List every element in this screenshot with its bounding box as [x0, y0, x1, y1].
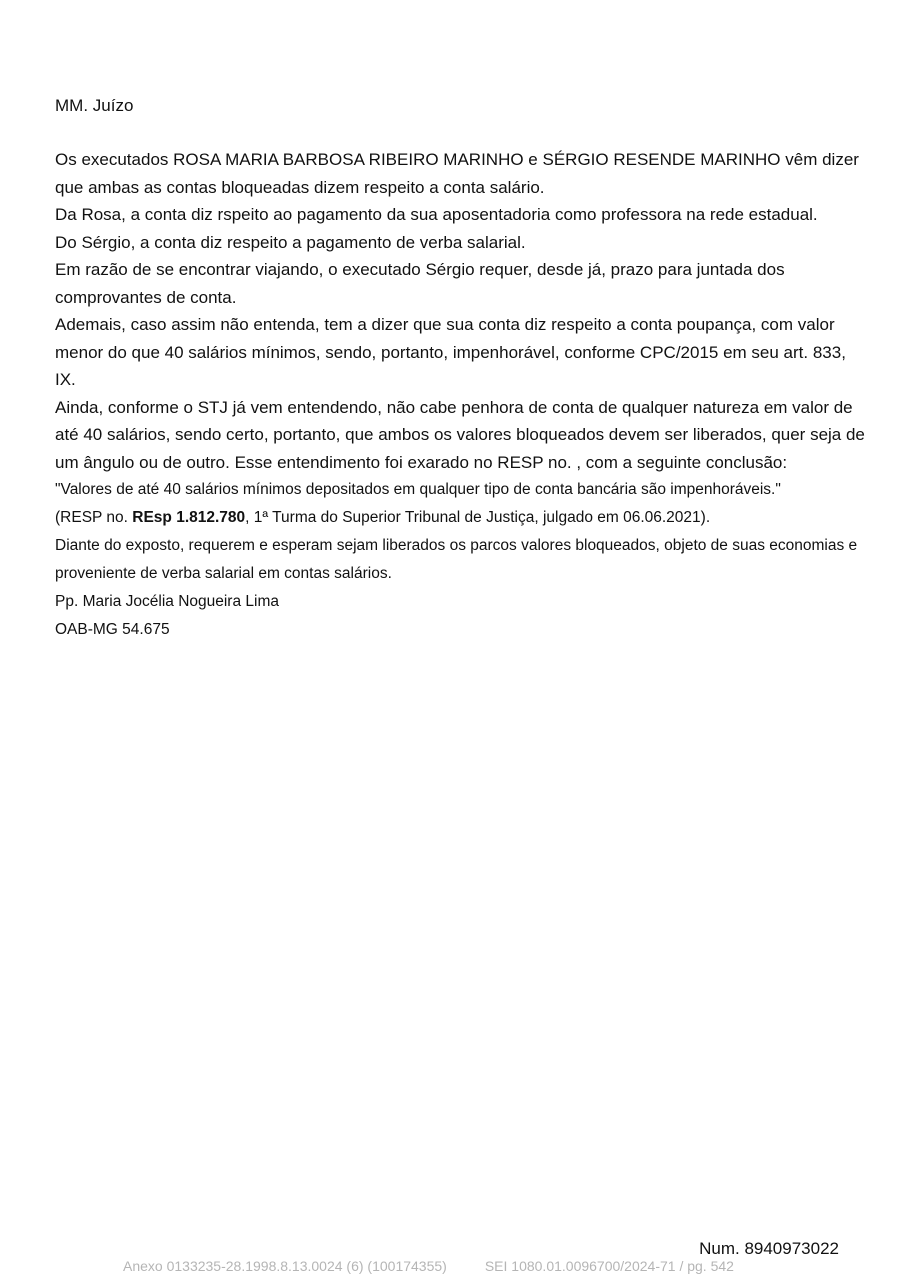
document-body — [55, 92, 865, 644]
paragraph-sergio: Do Sérgio, a conta diz respeito a pagamento de verba salarial. — [55, 232, 526, 252]
footer-annex: Anexo 0133235-28.1998.8.13.0024 (6) (100174355) — [123, 1258, 447, 1274]
citation-prefix: (RESP no. — [55, 509, 133, 526]
citation-case-number: REsp 1.812.780 — [132, 509, 246, 526]
paragraph-rosa: Da Rosa, a conta diz rspeito ao pagamento da sua aposentadoria como professora na rede estadual. — [55, 205, 818, 224]
citation-suffix: , 1ª Turma do Superior Tribunal de Justiça, julgado em 06.06.2021). — [245, 509, 711, 526]
footer-watermark — [123, 1257, 734, 1275]
paragraph-poupanca: Ademais, caso assim não entenda, tem a dizer que sua conta diz respeito a conta poupança, com valor menor do que 40 salários mínimos, sendo, portanto, impenhorável, conforme CPC/2015 em seu art. 833, IX. — [55, 315, 846, 389]
request-paragraph: Diante do exposto, requerem e esperam sejam liberados os parcos valores bloqueados, objeto de suas economias e proveniente de verba salarial em contas salários. — [55, 537, 858, 582]
footer-sei: SEI 1080.01.0096700/2024-71 / pg. 542 — [484, 1258, 734, 1274]
paragraph-stj: Ainda, conforme o STJ já vem entendendo, não cabe penhora de conta de qualquer natureza em valor de até 40 salários, sendo certo, portanto, que ambos os valores bloqueados devem ser liberados, quer seja de um ângulo ou de outro. Esse entendimento foi exarado no RESP no. , com a seguinte conclusão: — [55, 397, 865, 472]
paragraph-executados: Os executados ROSA MARIA BARBOSA RIBEIRO MARINHO e SÉRGIO RESENDE MARINHO vêm dizer que ambas as contas bloqueadas dizem respeito a conta salário. — [55, 150, 859, 197]
paragraph-viajando: Em razão de se encontrar viajando, o executado Sérgio requer, desde já, prazo para juntada dos comprovantes de conta. — [55, 260, 785, 307]
signature-oab: OAB-MG 54.675 — [55, 621, 170, 638]
citation — [55, 504, 865, 532]
salutation: MM. Juízo — [55, 96, 134, 115]
quote: "Valores de até 40 salários mínimos depositados em qualquer tipo de conta bancária são impenhoráveis." — [55, 481, 781, 498]
document-number: Num. 8940973022 — [699, 1239, 839, 1258]
signature-name: Pp. Maria Jocélia Nogueira Lima — [55, 593, 279, 610]
